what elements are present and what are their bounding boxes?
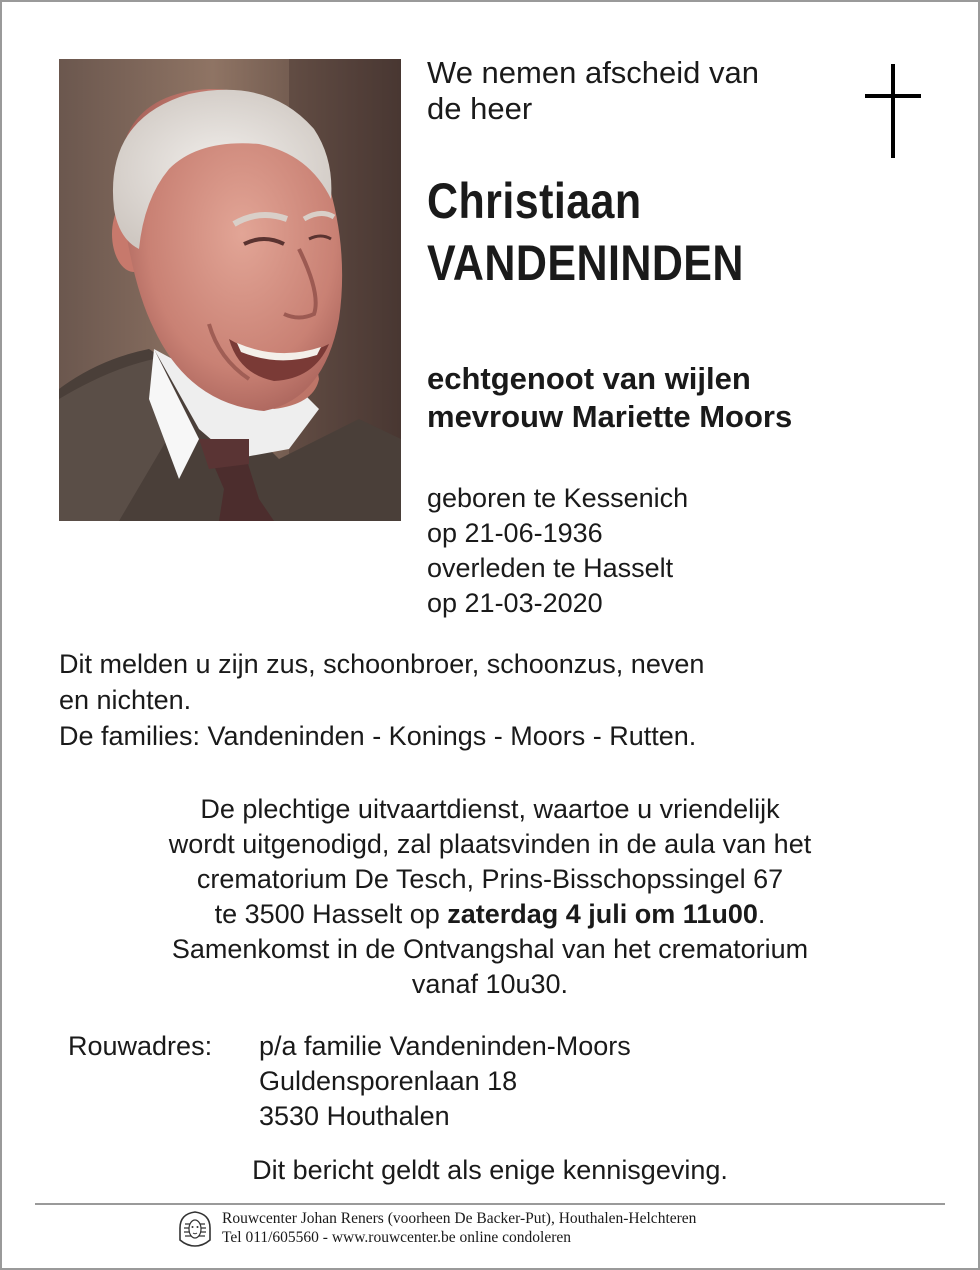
intro-line: de heer: [427, 91, 533, 126]
family-line: en nichten.: [59, 685, 192, 715]
spouse-info: [427, 360, 792, 436]
address-label: Rouwadres:: [68, 1031, 213, 1061]
birth-place: geboren te Kessenich: [427, 483, 689, 513]
service-datetime: zaterdag 4 juli om 11u00: [447, 899, 758, 929]
family-announcement: [59, 646, 929, 754]
funeral-service-info: [59, 792, 921, 1002]
family-line: Dit melden u zijn zus, schoonbroer, schoonzus, neven: [59, 649, 705, 679]
service-line: crematorium De Tesch, Prins-Bisschopssingel 67: [196, 864, 784, 894]
intro-line: We nemen afscheid van: [427, 55, 760, 90]
address-line: Guldensporenlaan 18: [259, 1066, 518, 1096]
service-line: vanaf 10u30.: [411, 969, 569, 999]
address-line: 3530 Houthalen: [259, 1101, 450, 1131]
spouse-line: mevrouw Mariette Moors: [427, 399, 793, 434]
cross-icon: [865, 64, 921, 158]
funeral-home-contact: Tel 011/605560 - www.rouwcenter.be online condoleren: [222, 1229, 571, 1246]
funeral-home-footer: [222, 1209, 696, 1247]
death-date: op 21-03-2020: [427, 588, 603, 618]
closing-note: Dit bericht geldt als enige kennisgeving.: [252, 1155, 728, 1185]
service-line: Samenkomst in de Ontvangshal van het crematorium: [171, 934, 809, 964]
footer-divider: [35, 1203, 945, 1205]
birth-death-info: [427, 481, 688, 621]
deceased-name: [427, 170, 744, 294]
last-name: VANDENINDEN: [427, 235, 744, 291]
service-line-prefix: te 3500 Hasselt op: [214, 899, 448, 929]
birth-date: op 21-06-1936: [427, 518, 603, 548]
family-line: De families: Vandeninden - Konings - Moors - Rutten.: [59, 721, 697, 751]
funeral-home-logo-icon: [176, 1210, 214, 1248]
death-place: overleden te Hasselt: [427, 553, 674, 583]
portrait-photo: [59, 59, 401, 521]
address-line: p/a familie Vandeninden-Moors: [259, 1031, 631, 1061]
service-line: wordt uitgenodigd, zal plaatsvinden in de aula van het: [168, 829, 812, 859]
service-line: [59, 897, 921, 932]
spouse-line: echtgenoot van wijlen: [427, 361, 751, 396]
first-name: Christiaan: [427, 173, 642, 229]
intro-text: [427, 55, 759, 127]
service-line: De plechtige uitvaartdienst, waartoe u vriendelijk: [200, 794, 780, 824]
service-line-suffix: .: [757, 899, 766, 929]
funeral-home-name: Rouwcenter Johan Reners (voorheen De Backer-Put), Houthalen-Helchteren: [222, 1210, 697, 1227]
